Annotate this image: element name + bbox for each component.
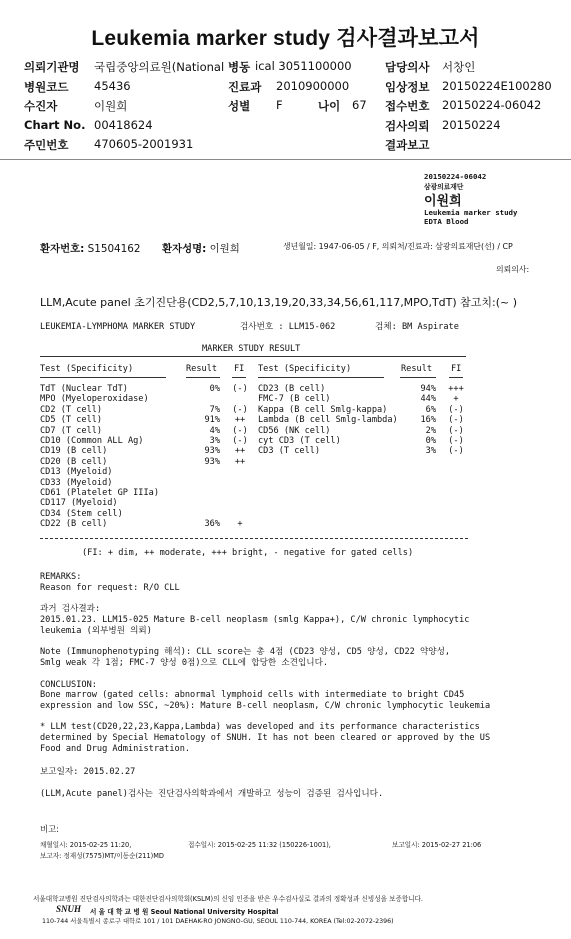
- right-header-fi: FI: [451, 364, 462, 374]
- report-label: 결과보고: [385, 138, 430, 152]
- table-row: CD2 (T cell) 7% (-): [40, 404, 248, 415]
- study-name: LEUKEMIA-LYMPHOMA MARKER STUDY: [40, 322, 196, 332]
- table-row: CD10 (Common ALL Ag) 3% (-): [40, 435, 248, 446]
- note-line-1: Note (Immunophenotyping 해석): CLL score는 총 4점 (CD23 양성, CD5 양성, CD22 약양성,: [40, 647, 451, 657]
- request-org-label: 의뢰기관명: [24, 60, 80, 74]
- report-title: Leukemia marker study 검사결과보고서: [91, 27, 480, 50]
- request-date-label: 검사의뢰: [385, 119, 430, 133]
- request-date-value: 20150224: [442, 118, 501, 132]
- dept-value: 2010900000: [276, 79, 350, 93]
- table-row: cyt CD3 (T cell) 0% (-): [258, 435, 464, 446]
- medical-code-label: 병동: [228, 60, 251, 74]
- header-underline: [449, 377, 463, 378]
- birth-line: 생년월일: 1947-06-05 / F, 의뢰처/진료과: 삼광의료재단(선) / CP: [283, 242, 513, 251]
- collected-time: 채혈일시: 2015-02-25 11:20,: [40, 841, 132, 849]
- patient-number-label: 환자번호:: [40, 243, 85, 255]
- rrn-label: 주민번호: [24, 138, 69, 152]
- clinical-info-value: 20150224E100280: [442, 79, 552, 93]
- sex-label: 성별: [228, 99, 251, 113]
- header-underline: [232, 377, 246, 378]
- received-time: 접수일시: 2015-02-25 11:32 (150226-1001),: [188, 841, 331, 849]
- right-results-table: [258, 384, 478, 457]
- request-doctor-line: 의뢰의사:: [496, 265, 530, 274]
- past-result-line-2: leukemia (외부병원 의뢰): [40, 626, 152, 636]
- result-title-rule: [40, 356, 466, 357]
- test-notice: (LLM,Acute panel)검사는 진단검사의학과에서 개발하고 성능이 검증된 검사입니다.: [40, 789, 384, 799]
- table-row: TdT (Nuclear TdT) 0% (-): [40, 384, 248, 394]
- conclusion-heading: CONCLUSION:: [40, 680, 97, 690]
- doctor-value: 서창인: [442, 60, 476, 74]
- hospital-code-value: 45436: [94, 79, 131, 93]
- medical-code-value: ical 3051100000: [255, 59, 352, 73]
- doctor-label: 담당의사: [385, 60, 430, 74]
- receipt-value: 20150224-06042: [442, 98, 542, 112]
- table-row: CD5 (T cell) 91% ++: [40, 415, 246, 426]
- past-result-heading: 과거 검사결과:: [40, 604, 101, 614]
- header-underline: [186, 377, 220, 378]
- left-results-table: [40, 384, 260, 529]
- hospital-code-label: 병원코드: [24, 80, 69, 94]
- request-org-value: 국립중앙의료원(National: [94, 60, 225, 74]
- patient-name-label: 환자성명:: [162, 243, 207, 255]
- result-title: MARKER STUDY RESULT: [202, 344, 301, 354]
- sticker-test: Leukemia marker study: [424, 208, 518, 217]
- disclaimer-line-3: Food and Drug Administration.: [40, 744, 191, 754]
- sticker-sample: EDTA Blood: [424, 217, 469, 226]
- conclusion-line-2: expression and low SSC, ~20%): Mature B-cell neoplasm, C/W chronic lymphocytic leukemia: [40, 701, 491, 711]
- clinical-info-label: 임상정보: [385, 80, 430, 94]
- table-bottom-rule: [40, 538, 468, 539]
- table-row: CD34 (Stem cell): [40, 508, 123, 519]
- table-row: CD13 (Myeloid): [40, 467, 113, 478]
- left-header-result: Result: [186, 364, 218, 374]
- sticker-org: 삼광의료재단: [424, 183, 464, 191]
- sticker-name: 이원희: [424, 194, 462, 209]
- right-header-test: Test (Specificity): [258, 364, 352, 374]
- receipt-label: 접수번호: [385, 99, 430, 113]
- snuh-logo: SNUH: [56, 904, 82, 914]
- study-number: 검사번호 : LLM15-062: [240, 322, 336, 332]
- reporter: 보고자: 정재성(7575)MT/이동순(211)MD: [40, 852, 165, 860]
- certification-text: 서울대학교병원 진단검사의학과는 대한진단검사의학회(KSLM)의 신임 인증을 받은 우수검사실로 결과의 정확성과 신빙성을 보증합니다.: [33, 895, 424, 903]
- sex-value: F: [276, 98, 283, 112]
- header-underline: [40, 377, 166, 378]
- age-label: 나이: [318, 99, 341, 113]
- hospital-name: 서 울 대 학 교 병 원 Seoul National University Hospital: [90, 908, 279, 916]
- table-row: CD20 (B cell) 93% ++: [40, 456, 246, 467]
- remarks-reason: Reason for request: R/O CLL: [40, 583, 180, 593]
- chart-value: 00418624: [94, 118, 153, 132]
- table-row: MPO (Myeloperoxidase): [40, 394, 149, 405]
- note-line-2: Smlg weak 각 1점; FMC-7 양성 0점)으로 CLL에 합당한 소견입니다.: [40, 658, 329, 668]
- table-row: Kappa (B cell Smlg-kappa) 6% (-): [258, 404, 464, 415]
- reported-time: 보고일시: 2015-02-27 21:06: [392, 841, 482, 849]
- chart-label: Chart No.: [24, 118, 86, 132]
- age-value: 67: [352, 98, 367, 112]
- patient-label: 수진자: [24, 99, 58, 113]
- header-underline: [258, 377, 384, 378]
- table-row: Lambda (B cell Smlg-lambda) 16% (-): [258, 415, 464, 426]
- fi-legend: (FI: + dim, ++ moderate, +++ bright, - negative for gated cells): [82, 548, 414, 558]
- patient-value: 이원희: [94, 99, 128, 113]
- past-result-line-1: 2015.01.23. LLM15-025 Mature B-cell neoplasm (smlg Kappa+), C/W chronic lymphocytic: [40, 615, 470, 625]
- right-header-result: Result: [401, 364, 433, 374]
- patient-name: [162, 240, 240, 255]
- table-row: CD33 (Myeloid): [40, 477, 113, 488]
- study-specimen: 검체: BM Aspirate: [375, 322, 459, 332]
- disclaimer-line-2: determined by Special Hematology of SNUH. It has not been cleared or approved by the US: [40, 733, 491, 743]
- table-row: CD3 (T cell) 3% (-): [258, 446, 464, 457]
- remarks-note-label: 비고:: [40, 824, 60, 834]
- table-row: CD7 (T cell) 4% (-): [40, 425, 248, 436]
- header-divider: [0, 159, 571, 160]
- patient-name-value: 이원희: [209, 243, 240, 255]
- patient-number: [40, 240, 141, 255]
- table-row: CD23 (B cell) 94% +++: [258, 384, 464, 394]
- disclaimer-line-1: * LLM test(CD20,22,23,Kappa,Lambda) was developed and its performance characteristics: [40, 722, 480, 732]
- panel-title: LLM,Acute panel 초기진단용(CD2,5,7,10,13,19,20,33,34,56,61,117,MPO,TdT) 참고치:(~ ): [40, 296, 518, 309]
- header-underline: [400, 377, 436, 378]
- patient-number-value: S1504162: [87, 243, 141, 255]
- left-header-fi: FI: [234, 364, 245, 374]
- table-row: CD19 (B cell) 93% ++: [40, 446, 246, 457]
- table-row: CD117 (Myeloid): [40, 498, 118, 509]
- left-header-test: Test (Specificity): [40, 364, 134, 374]
- report-date: 보고일자: 2015.02.27: [40, 767, 136, 777]
- sticker-id: 20150224-06042: [424, 172, 487, 181]
- rrn-value: 470605-2001931: [94, 137, 194, 151]
- dept-label: 진료과: [228, 80, 262, 94]
- table-row: CD61 (Platelet GP IIIa): [40, 487, 159, 498]
- table-row: CD22 (B cell) 36% +: [40, 519, 243, 530]
- conclusion-line-1: Bone marrow (gated cells: abnormal lymphoid cells with intermediate to bright CD45: [40, 690, 465, 700]
- table-row: FMC-7 (B cell) 44% +: [258, 394, 459, 405]
- remarks-heading: REMARKS:: [40, 572, 82, 582]
- hospital-address: 110-744 서울특별시 종로구 대학로 101 / 101 DAEHAK-RO JONGNO-GU, SEOUL 110-744, KOREA (Tel:02-2072-2396): [42, 918, 394, 925]
- table-row: CD56 (NK cell) 2% (-): [258, 425, 464, 436]
